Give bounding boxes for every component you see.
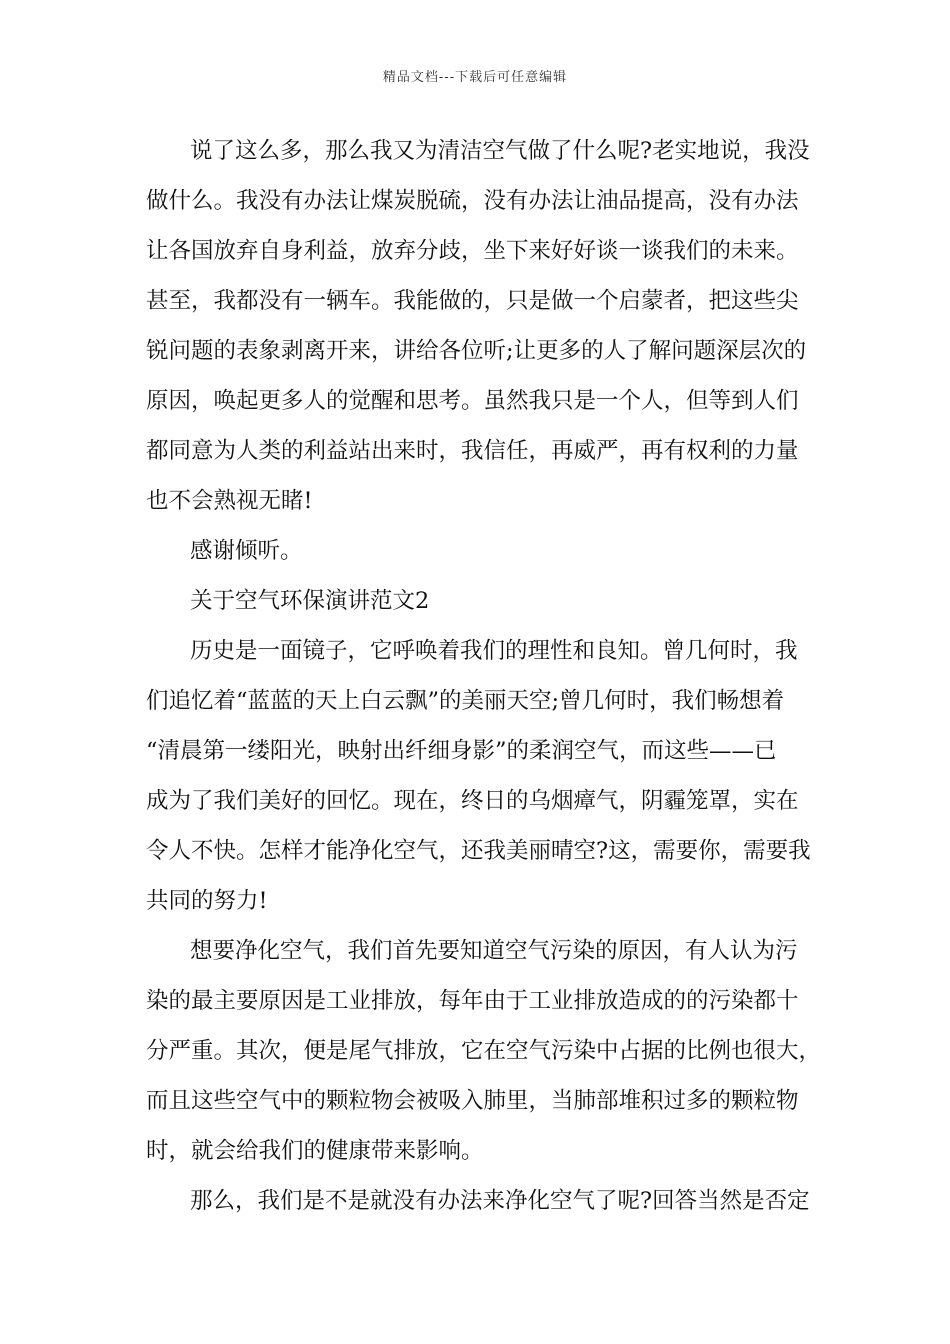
paragraph-4	[146, 1176, 816, 1226]
text-line: 历史是一面镜子，它呼唤着我们的理性和良知。曾几何时，我	[190, 638, 798, 664]
text-line: 也不会熟视无睹!	[146, 488, 313, 514]
text-line: 而且这些空气中的颗粒物会被吸入肺里，当肺部堆积过多的颗粒物	[146, 1088, 799, 1114]
text-line: 们追忆着“蓝蓝的天上白云飘”的美丽天空;曾几何时，我们畅想着	[146, 688, 785, 714]
text-line: 想要净化空气，我们首先要知道空气污染的原因，有人认为污	[190, 938, 798, 964]
document-body	[146, 126, 822, 1226]
text-line: 染的最主要原因是工业排放，每年由于工业排放造成的的污染都十	[146, 988, 799, 1014]
text-line: 分严重。其次，便是尾气排放，它在空气污染中占据的比例也很大，	[146, 1038, 822, 1064]
text-line: 感谢倾听。	[190, 538, 303, 564]
text-line: 锐问题的表象剥离开来，讲给各位听;让更多的人了解问题深层次的	[146, 338, 807, 364]
page-header: 精品文档---下载后可任意编辑	[382, 70, 568, 85]
section-title	[146, 576, 816, 626]
text-line: “清晨第一缕阳光，映射出纤细身影”的柔润空气，而这些——已	[146, 738, 777, 764]
text-line: 成为了我们美好的回忆。现在，终日的乌烟瘴气，阴霾笼罩，实在	[146, 788, 799, 814]
text-line: 做什么。我没有办法让煤炭脱硫，没有办法让油品提高，没有办法	[146, 188, 799, 214]
paragraph-2	[146, 626, 816, 926]
text-line: 原因，唤起更多人的觉醒和思考。虽然我只是一个人，但等到人们	[146, 388, 799, 414]
text-line: 甚至，我都没有一辆车。我能做的，只是做一个启蒙者，把这些尖	[146, 288, 799, 314]
paragraph-1	[146, 126, 816, 526]
text-line: 关于空气环保演讲范文2	[190, 588, 430, 614]
text-line: 都同意为人类的利益站出来时，我信任，再威严，再有权利的力量	[146, 438, 799, 464]
paragraph-thanks	[146, 526, 816, 576]
text-line: 时，就会给我们的健康带来影响。	[146, 1138, 484, 1164]
paragraph-3	[146, 926, 822, 1176]
text-line: 共同的努力!	[146, 888, 268, 914]
text-line: 说了这么多，那么我又为清洁空气做了什么呢?老实地说，我没	[190, 138, 810, 164]
text-line: 让各国放弃自身利益，放弃分歧，坐下来好好谈一谈我们的未来。	[146, 238, 799, 264]
text-line: 那么，我们是不是就没有办法来净化空气了呢?回答当然是否定	[190, 1188, 810, 1214]
text-line: 令人不快。怎样才能净化空气，还我美丽晴空?这，需要你，需要我	[146, 838, 811, 864]
